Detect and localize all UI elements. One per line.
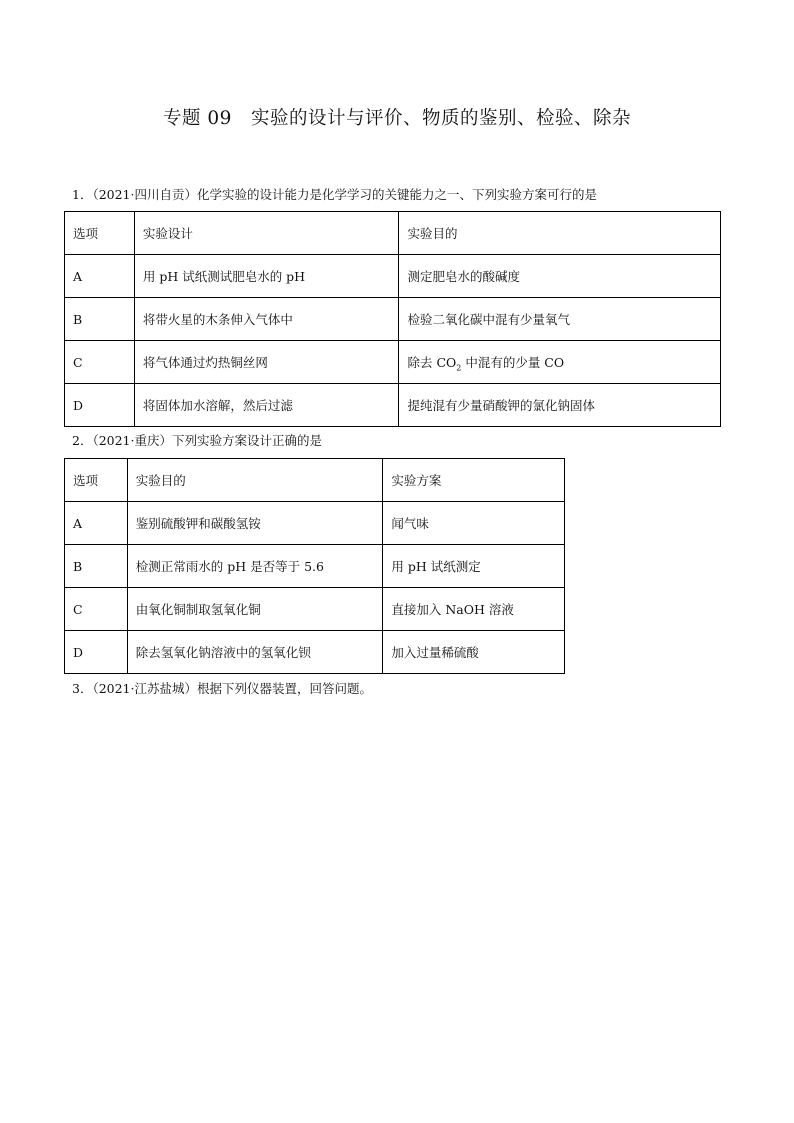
plan-cell: 直接加入 NaOH 溶液 (383, 588, 565, 631)
purpose-cell: 由氧化铜制取氢氧化铜 (127, 588, 383, 631)
table-row (65, 341, 721, 384)
option-label: B (65, 298, 135, 341)
table-row (65, 545, 565, 588)
table-row (65, 502, 565, 545)
option-label: D (65, 631, 128, 674)
plan-cell: 闻气味 (383, 502, 565, 545)
option-label: C (65, 588, 128, 631)
plan-cell: 加入过量稀硫酸 (383, 631, 565, 674)
design-cell: 将带火星的木条伸入气体中 (134, 298, 399, 341)
co2-subscript: 2 (456, 363, 462, 373)
purpose-text-pre: 除去 CO (407, 355, 457, 370)
option-label: A (65, 255, 135, 298)
design-cell: 用 pH 试纸测试肥皂水的 pH (134, 255, 399, 298)
question-2-stem: 2．（2021·重庆）下列实验方案设计正确的是 (72, 433, 322, 448)
table-row (65, 588, 565, 631)
header-plan: 实验方案 (383, 459, 565, 502)
table-header-row (65, 212, 721, 255)
option-label: C (65, 341, 135, 384)
header-purpose: 实验目的 (127, 459, 383, 502)
header-purpose: 实验目的 (399, 212, 721, 255)
question-1-table (64, 211, 721, 427)
purpose-text-post: 中混有的少量 CO (461, 355, 565, 370)
table-row (65, 384, 721, 427)
plan-cell: 用 pH 试纸测定 (383, 545, 565, 588)
table-header-row (65, 459, 565, 502)
purpose-cell: 除去氢氧化钠溶液中的氢氧化钡 (127, 631, 383, 674)
question-3-stem: 3．（2021·江苏盐城）根据下列仪器装置，回答问题。 (72, 681, 372, 696)
design-cell: 将气体通过灼热铜丝网 (134, 341, 399, 384)
question-1-stem: 1．（2021·四川自贡）化学实验的设计能力是化学学习的关键能力之一、下列实验方案可行的是 (72, 187, 597, 202)
purpose-cell: 检测正常雨水的 pH 是否等于 5.6 (127, 545, 383, 588)
purpose-cell (399, 341, 721, 384)
header-option: 选项 (65, 212, 135, 255)
option-label: A (65, 502, 128, 545)
header-design: 实验设计 (134, 212, 399, 255)
option-label: D (65, 384, 135, 427)
purpose-cell: 提纯混有少量硝酸钾的氯化钠固体 (399, 384, 721, 427)
design-cell: 将固体加水溶解，然后过滤 (134, 384, 399, 427)
table-row (65, 255, 721, 298)
header-option: 选项 (65, 459, 128, 502)
question-2-table (64, 458, 565, 674)
purpose-cell: 鉴别硫酸钾和碳酸氢铵 (127, 502, 383, 545)
page-title: 专题 09 实验的设计与评价、物质的鉴别、检验、除杂 (163, 108, 631, 129)
table-row (65, 631, 565, 674)
purpose-cell: 测定肥皂水的酸碱度 (399, 255, 721, 298)
table-row (65, 298, 721, 341)
purpose-cell: 检验二氧化碳中混有少量氧气 (399, 298, 721, 341)
option-label: B (65, 545, 128, 588)
